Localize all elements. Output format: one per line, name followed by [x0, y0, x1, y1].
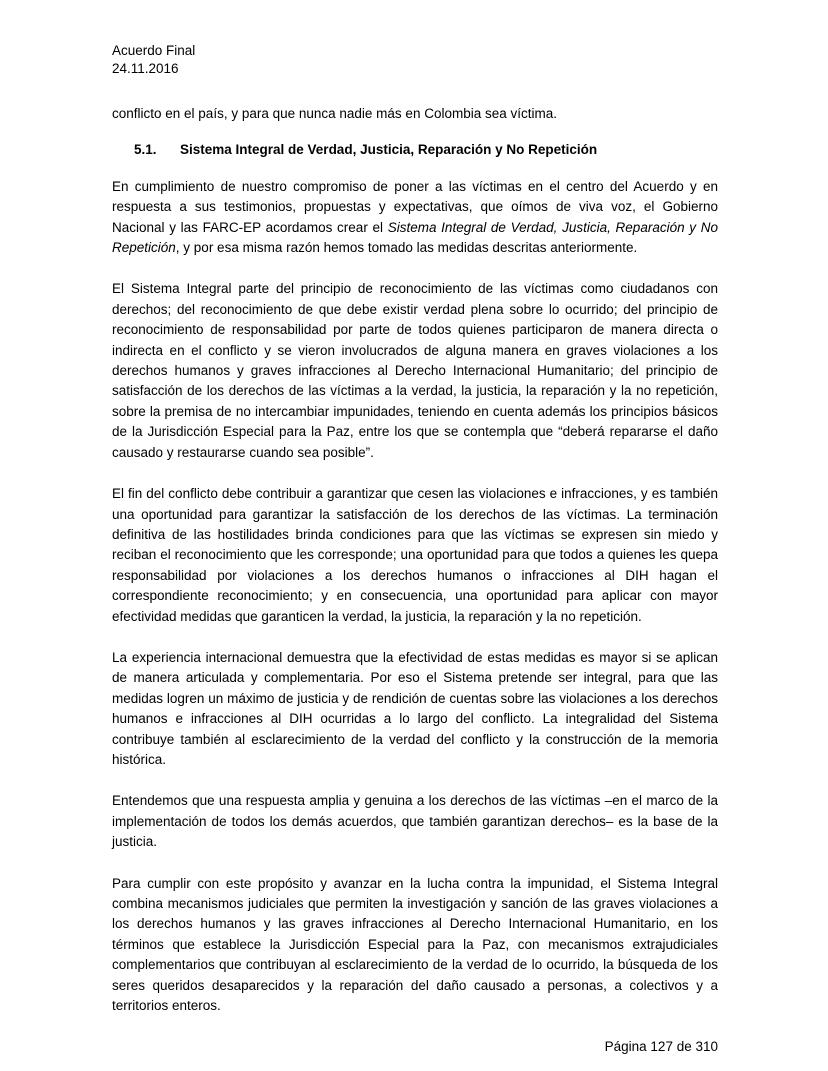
paragraph-1 — [112, 177, 718, 259]
intro-paragraph: conflicto en el país, y para que nunca nadie más en Colombia sea víctima. — [112, 106, 557, 121]
section-number: 5.1. — [134, 142, 157, 158]
paragraph-4: La experiencia internacional demuestra que la efectividad de estas medidas es mayor si se aplican de manera articulada y complementaria. Por eso el Sistema pretende ser integral, para que las medidas logren un máximo de justicia y de rendición de cuentas sobre las violaciones a los derechos humanos e infracciones al DIH ocurridas a lo largo del conflicto. La integralidad del Sistema contribuye también al esclarecimiento de la verdad del conflicto y la construcción de la memoria histórica. — [112, 649, 718, 767]
header-date: 24.11.2016 — [112, 61, 179, 76]
paragraph-6: Para cumplir con este propósito y avanzar en la lucha contra la impunidad, el Sistema Integral combina mecanismos judiciales que permiten la investigación y sanción de las graves violaciones a los derechos humanos y las graves infracciones al Derecho Internacional Humanitario, en los términos que establece la Jurisdicción Especial para la Paz, con mecanismos extrajudiciales complementarios que contribuyan al esclarecimiento de la verdad de lo ocurrido, la búsqueda de los seres queridos desaparecidos y la reparación del daño causado a personas, a colectivos y a territorios enteros. — [112, 875, 718, 1014]
paragraph-5: Entendemos que una respuesta amplia y genuina a los derechos de las víctimas –en el marco de la implementación de todos los demás acuerdos, que también garantizan derechos– es la base de la justicia. — [112, 793, 718, 850]
paragraph-1-text: En cumplimiento de nuestro compromiso de poner a las víctimas en el centro del Acuerdo y en respuesta a sus testimonios, propuestas y expectativas, que oímos de viva voz, el Gobierno Nacional y las FARC-EP acordamos crear el — [112, 178, 718, 235]
document-header — [112, 42, 718, 78]
paragraph-2: El Sistema Integral parte del principio de reconocimiento de las víctimas como ciudadanos con derechos; del reconocimiento de que debe existir verdad plena sobre lo ocurrido; del principio de reconocimiento de responsabilidad por parte de todos quienes participaron de manera directa o indirecta en el conflicto y se vieron involucrados de alguna manera en graves violaciones a los derechos humanos y graves infracciones al Derecho Internacional Humanitario; del principio de satisfacción de los derechos de las víctimas a la verdad, la justicia, la reparación y la no repetición, sobre la premisa de no intercambiar impunidades, teniendo en cuenta además los principios básicos de la Jurisdicción Especial para la Paz, entre los que se contempla que “deberá repararse el daño causado y restaurarse cuando sea posible”. — [112, 281, 718, 460]
section-heading — [112, 140, 718, 160]
footer-page-number: Página 127 de 310 — [604, 1039, 718, 1055]
section-title: Sistema Integral de Verdad, Justicia, Reparación y No Repetición — [180, 142, 598, 158]
header-title: Acuerdo Final — [112, 43, 196, 58]
paragraph-1-text-end: , y por esa misma razón hemos tomado las medidas descritas anteriormente. — [175, 240, 638, 256]
paragraph-3: El fin del conflicto debe contribuir a garantizar que cesen las violaciones e infracciones, y es también una oportunidad para garantizar la satisfacción de los derechos de las víctimas. La terminación definitiva de las hostilidades brinda condiciones para que las víctimas se expresen sin miedo y reciban el reconocimiento que les corresponde; una oportunidad para que todos a quienes les quepa responsabilidad por violaciones a los derechos humanos o infracciones al DIH hagan el correspondiente reconocimiento; y en consecuencia, una oportunidad para aplicar con mayor efectividad medidas que garanticen la verdad, la justicia, la reparación y la no repetición. — [112, 486, 718, 624]
paragraph-1-italic-phrase: Sistema Integral de Verdad, Justicia, Reparación y No Repetición — [112, 219, 718, 256]
